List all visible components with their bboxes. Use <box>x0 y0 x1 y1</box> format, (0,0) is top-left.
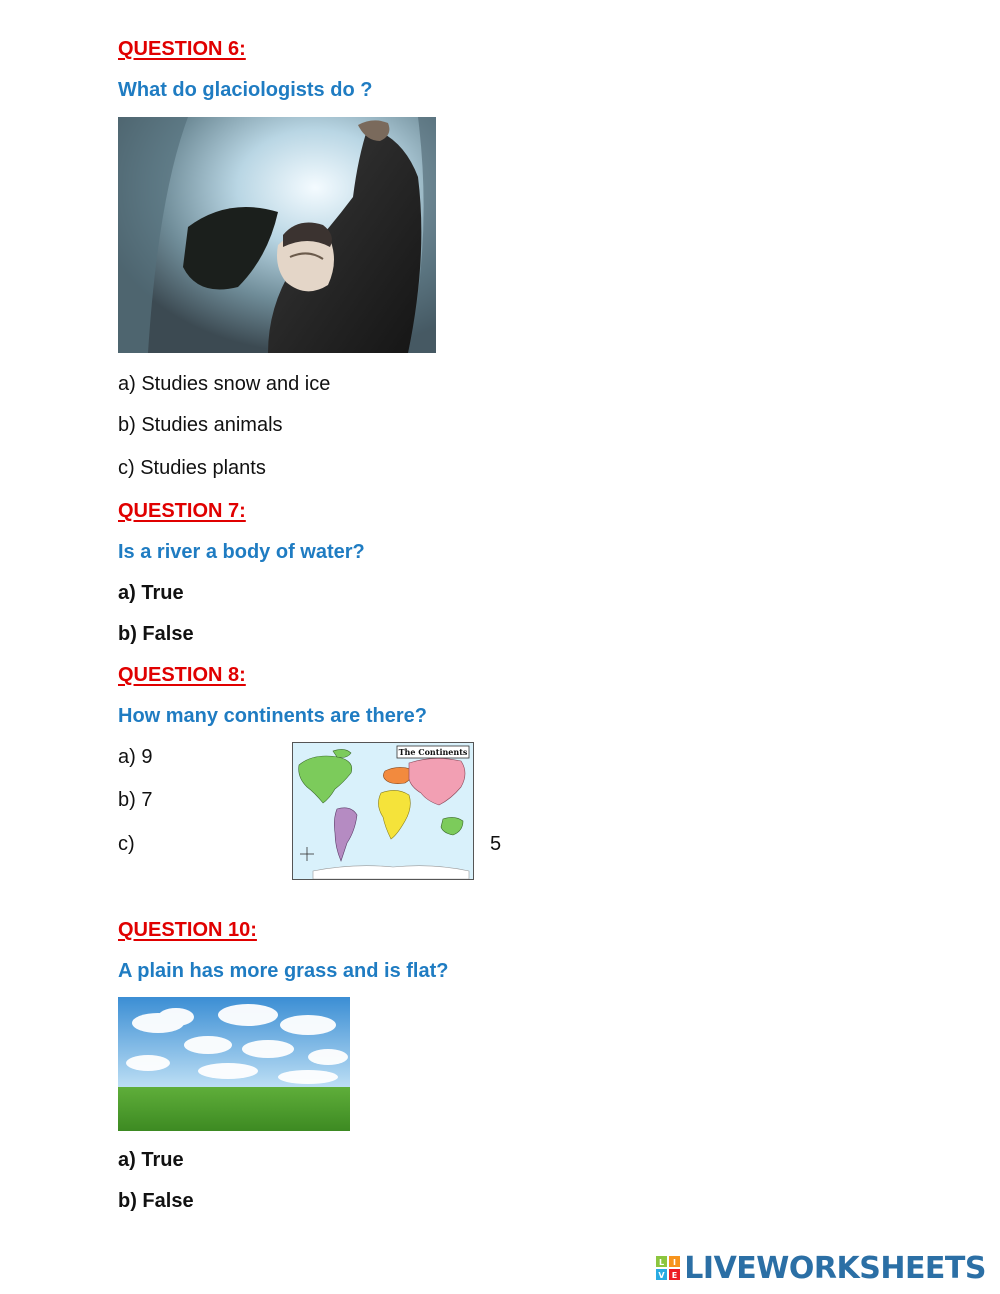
question-6-option-b[interactable]: b) Studies animals <box>118 414 283 436</box>
svg-text:E: E <box>672 1271 678 1280</box>
question-8-option-c-value: 5 <box>490 833 502 855</box>
liveworksheets-logo[interactable] <box>656 1250 986 1286</box>
liveworksheets-badge-icon <box>656 1256 680 1280</box>
question-7-option-b[interactable]: b) False <box>118 623 194 645</box>
question-10-option-b[interactable]: b) False <box>118 1190 194 1212</box>
question-8-option-a[interactable]: a) 9 <box>118 746 153 768</box>
question-6-option-a[interactable]: a) Studies snow and ice <box>118 373 331 395</box>
question-8-option-b[interactable]: b) 7 <box>118 789 153 811</box>
liveworksheets-wordmark: LIVEWORKSHEETS <box>684 1250 986 1286</box>
question-10-heading: QUESTION 10: <box>118 919 257 941</box>
map-title: The Continents <box>398 747 468 757</box>
continents-map <box>292 742 474 880</box>
question-8-option-c[interactable]: c) <box>118 833 135 855</box>
question-6-heading: QUESTION 6: <box>118 38 246 60</box>
question-6-option-c[interactable]: c) Studies plants <box>118 457 266 479</box>
svg-text:L: L <box>659 1258 665 1267</box>
question-7-text: Is a river a body of water? <box>118 541 365 563</box>
question-10-option-a[interactable]: a) True <box>118 1149 184 1171</box>
question-7-option-a[interactable]: a) True <box>118 582 184 604</box>
svg-text:V: V <box>658 1271 665 1280</box>
glaciologist-photo <box>118 117 436 353</box>
question-8-text: How many continents are there? <box>118 705 427 727</box>
question-8-heading: QUESTION 8: <box>118 664 246 686</box>
question-7-heading: QUESTION 7: <box>118 500 246 522</box>
plain-photo <box>118 997 350 1131</box>
svg-text:I: I <box>673 1258 677 1267</box>
question-6-text: What do glaciologists do ? <box>118 79 373 101</box>
question-10-text: A plain has more grass and is flat? <box>118 960 449 982</box>
